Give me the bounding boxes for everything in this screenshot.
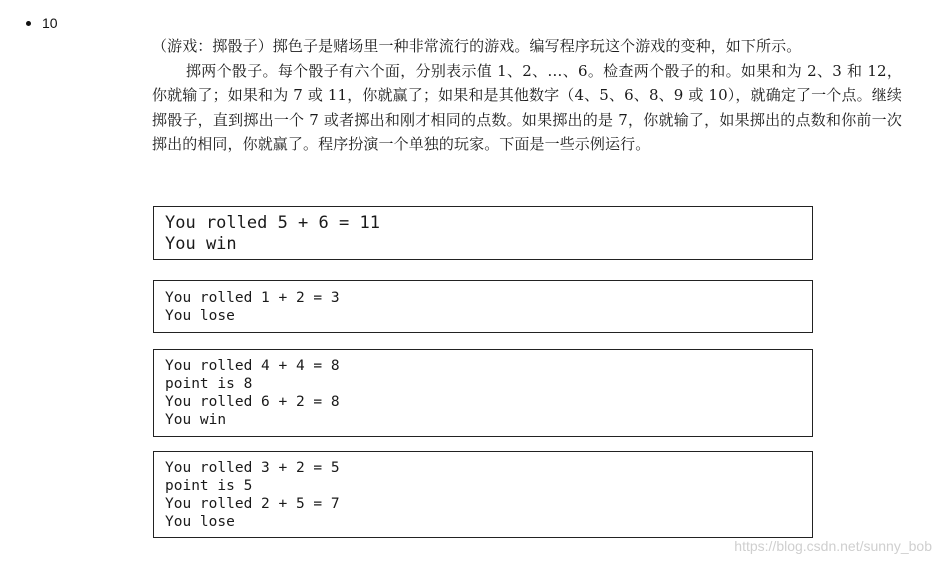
sample-run-line: You lose bbox=[165, 514, 235, 530]
sample-run-3 bbox=[153, 349, 813, 437]
sample-run-line: You win bbox=[165, 412, 227, 428]
list-item bbox=[26, 14, 58, 32]
bullet-icon bbox=[26, 21, 31, 26]
sample-run-line: You rolled 2 + 5 = 7 bbox=[165, 496, 340, 512]
sample-run-line: You rolled 5 + 6 = 11 bbox=[165, 213, 380, 233]
sample-run-line: point is 5 bbox=[165, 478, 253, 494]
sample-run-line: You rolled 4 + 4 = 8 bbox=[165, 358, 340, 374]
problem-statement bbox=[152, 34, 902, 157]
sample-run-line: You rolled 1 + 2 = 3 bbox=[165, 290, 340, 306]
sample-run-4 bbox=[153, 451, 813, 538]
sample-run-line: You lose bbox=[165, 308, 235, 324]
sample-run-line: point is 8 bbox=[165, 376, 253, 392]
problem-intro: （游戏：掷骰子）掷色子是赌场里一种非常流行的游戏。编写程序玩这个游戏的变种，如下所示。 bbox=[152, 37, 802, 55]
sample-run-line: You win bbox=[165, 234, 237, 254]
sample-run-2 bbox=[153, 280, 813, 333]
problem-rules: 掷两个骰子。每个骰子有六个面，分别表示值 1、2、…、6。检查两个骰子的和。如果和为 2、3 和 12，你就输了；如果和为 7 或 11，你就赢了；如果和是其他数字（4、5、6、8、9 或 10），就确定了一个点。继续掷骰子，直到掷出一个 7 或者掷出和刚才相同的点数。如果掷出的是 7，你就输了，如果掷出的点数和你前一次掷出的相同，你就赢了。程序扮演一个单独的玩家。下面是一些示例运行。 bbox=[152, 61, 902, 153]
sample-run-1 bbox=[153, 206, 813, 260]
sample-run-line: You rolled 3 + 2 = 5 bbox=[165, 460, 340, 476]
sample-run-line: You rolled 6 + 2 = 8 bbox=[165, 394, 340, 410]
list-item-number: 10 bbox=[42, 15, 58, 31]
watermark: https://blog.csdn.net/sunny_bob bbox=[734, 538, 932, 554]
